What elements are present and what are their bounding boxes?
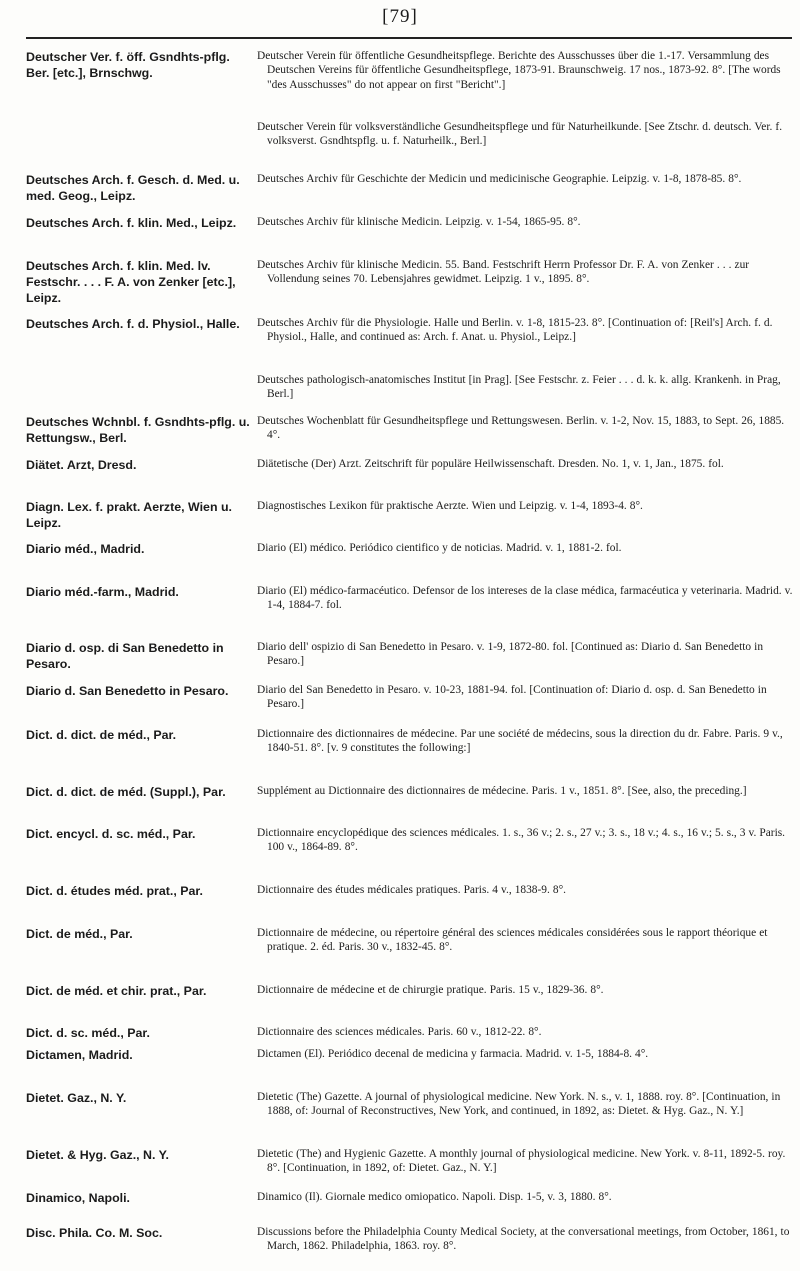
entry-full-title: Deutsches Archiv für klinische Medicin. 55. Band. Festschrift Herrn Professor Dr. F. A. von Zenker . . . zur Vollendung seines 70. Lebensjahres gewidmet. Leipzig. 1 v., 1895. 8°. — [257, 259, 750, 286]
entry-full-title: Deutsches Archiv für die Physiologie. Halle und Berlin. v. 1-8, 1815-23. 8°. [Continuation of: [Reil's] Arch. f. d. Physiol., Halle, and continued as: Arch. f. Anat. u. Physiol., Leipz.] — [257, 317, 773, 344]
entry-full-title: Dictionnaire de médecine, ou répertoire général des sciences médicales considérées sous le rapport théorique et pratique. 2. éd. Paris. 30 v., 1832-45. 8°. — [257, 927, 768, 954]
entry-abbreviation: Deutsches Arch. f. klin. Med. lv. Festschr. . . . F. A. von Zenker [etc.], Leipz. — [26, 259, 236, 305]
entry-full-title: Deutsches Archiv für Geschichte der Medicin und medicinische Geographie. Leipzig. v. 1-8, 1878-85. 8°. — [257, 173, 742, 185]
entry-full-title: Deutsches Archiv für klinische Medicin. Leipzig. v. 1-54, 1865-95. 8°. — [257, 216, 581, 228]
entry-abbreviation: Dict. d. dict. de méd., Par. — [26, 728, 177, 742]
entry-abbreviation: Dict. de méd., Par. — [26, 927, 133, 941]
entry-full-title: Diario (El) médico-farmacéutico. Defensor de los intereses de la clase médica, farmacéutica y veterinaria. Madrid. v. 1-4, 1884-7. fol. — [257, 585, 793, 612]
entry-abbreviation: Dict. d. sc. méd., Par. — [26, 1026, 150, 1040]
entry-abbreviation: Deutsches Wchnbl. f. Gsndhts-pflg. u. Rettungsw., Berl. — [26, 415, 250, 445]
entry-abbreviation: Diario méd., Madrid. — [26, 542, 145, 556]
entry-full-title: Dietetic (The) and Hygienic Gazette. A monthly journal of physiological medicine. New York. v. 8-11, 1892-5. roy. 8°. [Continuation, in 1892, of: Dietet. Gaz., N. Y.] — [257, 1148, 786, 1175]
entry-full-title: Diario (El) médico. Periódico cientifico y de noticias. Madrid. v. 1, 1881-2. fol. — [257, 542, 622, 554]
entry-abbreviation: Dict. d. dict. de méd. (Suppl.), Par. — [26, 785, 226, 799]
entry-full-title: Dictionnaire des études médicales pratiques. Paris. 4 v., 1838-9. 8°. — [257, 884, 566, 896]
entry-abbreviation: Deutsches Arch. f. klin. Med., Leipz. — [26, 216, 237, 230]
entry-full-title: Diario dell' ospizio di San Benedetto in Pesaro. v. 1-9, 1872-80. fol. [Continued as: Diario d. San Benedetto in Pesaro.] — [257, 641, 764, 668]
entry-full-title: Discussions before the Philadelphia County Medical Society, at the conversational meetings, from October, 1861, to March, 1862. Philadelphia, 1863. roy. 8°. — [257, 1226, 790, 1253]
entry-full-title: Dictamen (El). Periódico decenal de medicina y farmacia. Madrid. v. 1-5, 1884-8. 4°. — [257, 1048, 649, 1060]
entry-full-title: Diagnostisches Lexikon für praktische Aerzte. Wien und Leipzig. v. 1-4, 1893-4. 8°. — [257, 500, 643, 512]
entry-abbreviation: Dict. de méd. et chir. prat., Par. — [26, 984, 207, 998]
entry-abbreviation: Diario d. San Benedetto in Pesaro. — [26, 684, 229, 698]
entry-abbreviation: Dietet. & Hyg. Gaz., N. Y. — [26, 1148, 169, 1162]
entry-abbreviation: Dinamico, Napoli. — [26, 1191, 130, 1205]
entry-abbreviation: Dietet. Gaz., N. Y. — [26, 1091, 127, 1105]
entry-full-title: Diario del San Benedetto in Pesaro. v. 10-23, 1881-94. fol. [Continuation of: Diario d. osp. d. San Benedetto in Pesaro.] — [257, 684, 767, 711]
header-rule — [26, 37, 792, 39]
page-number: [79] — [382, 6, 418, 27]
entry-full-title: Deutscher Verein für öffentliche Gesundheitspflege. Berichte des Ausschusses über die 1.-17. Versammlung des Deutschen Vereins für öffentliche Gesundheitspflege, 1873-91. Braunschweig. 17 nos., 1873-92. 8°. [The words "des Ausschusses" do not appear on first "Bericht".] — [257, 50, 781, 91]
entry-full-title: Dinamico (Il). Giornale medico omiopatico. Napoli. Disp. 1-5, v. 3, 1880. 8°. — [257, 1191, 612, 1203]
entry-abbreviation: Deutsches Arch. f. Gesch. d. Med. u. med. Geog., Leipz. — [26, 173, 240, 203]
entry-abbreviation: Diätet. Arzt, Dresd. — [26, 458, 137, 472]
entry-abbreviation: Dict. encycl. d. sc. méd., Par. — [26, 827, 196, 841]
entry-abbreviation: Dictamen, Madrid. — [26, 1048, 133, 1062]
entry-abbreviation: Deutsches Arch. f. d. Physiol., Halle. — [26, 317, 240, 331]
entry-abbreviation: Diagn. Lex. f. prakt. Aerzte, Wien u. Leipz. — [26, 500, 232, 530]
entry-full-title: Dictionnaire de médecine et de chirurgie pratique. Paris. 15 v., 1829-36. 8°. — [257, 984, 604, 996]
entry-abbreviation: Disc. Phila. Co. M. Soc. — [26, 1226, 163, 1240]
entry-full-title: Dictionnaire encyclopédique des sciences médicales. 1. s., 36 v.; 2. s., 27 v.; 3. s., 18 v.; 4. s., 16 v.; 5. s., 3 v. Paris. 100 v., 1864-89. 8°. — [257, 827, 786, 854]
entry-full-title: Supplément au Dictionnaire des dictionnaires de médecine. Paris. 1 v., 1851. 8°. [See, also, the preceding.] — [257, 785, 747, 797]
entry-full-title: Dictionnaire des sciences médicales. Paris. 60 v., 1812-22. 8°. — [257, 1026, 542, 1038]
entry-full-title: Dictionnaire des dictionnaires de médecine. Par une société de médecins, sous la direction du dr. Fabre. Paris. 9 v., 1840-51. 8°. [v. 9 constitutes the following:] — [257, 728, 783, 755]
entry-abbreviation: Diario méd.-farm., Madrid. — [26, 585, 179, 599]
entry-full-title: Diätetische (Der) Arzt. Zeitschrift für populäre Heilwissenschaft. Dresden. No. 1, v. 1, Jan., 1875. fol. — [257, 458, 724, 470]
entry-full-title: Deutsches Wochenblatt für Gesundheitspflege und Rettungswesen. Berlin. v. 1-2, Nov. 15, 1883, to Sept. 26, 1885. 4°. — [257, 415, 785, 442]
entry-full-title: Dietetic (The) Gazette. A journal of physiological medicine. New York. N. s., v. 1, 1888. roy. 8°. [Continuation, in 1888, of: Journal of Reconstructives, New York, and continued, in 1892, as: Dietet. & Hyg. Gaz., N. Y.] — [257, 1091, 781, 1118]
entry-full-title: Deutsches pathologisch-anatomisches Institut [in Prag]. [See Festschr. z. Feier . . . d. k. k. allg. Krankenh. in Prag, Berl.] — [257, 374, 781, 401]
entry-full-title: Deutscher Verein für volksverständliche Gesundheitspflege und für Naturheilkunde. [See Ztschr. d. deutsch. Ver. f. volksverst. Gsndhtspflg. u. f. Naturheilk., Berl.] — [257, 121, 783, 148]
entry-abbreviation: Diario d. osp. di San Benedetto in Pesaro. — [26, 641, 224, 671]
entry-abbreviation: Dict. d. études méd. prat., Par. — [26, 884, 203, 898]
entry-abbreviation: Deutscher Ver. f. öff. Gsndhts-pflg. Ber. [etc.], Brnschwg. — [26, 50, 230, 80]
